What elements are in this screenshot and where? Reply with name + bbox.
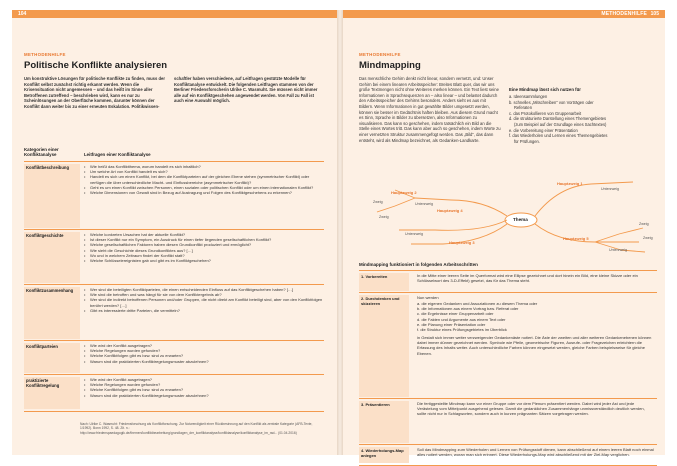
table-head-col2: Leitfragen einer Konfliktanalyse [84,152,151,157]
row-items [84,377,324,398]
row-items [84,287,324,313]
step-items [417,301,655,332]
list-item: c. das Protokollieren von Gruppenarbeit [509,110,582,116]
row-label: Konfliktbeschreibung [24,164,80,228]
list-item: e. die Vorbereitung einer Präsentation [509,127,578,133]
mindmap-node: Hauptzweig 4 [437,208,463,213]
list-item: c. die Ergebnisse einer Gruppenarbeit oder [417,311,494,317]
step-extra-text: in Gestalt sich immer weiter verzweigender Gedankenäste notiert. Die Äste der zweiten und aller weiteren Gedankenebenen können dabei immer dünner gezeichnet werden. Symbole wie Pfeile, geometrische Figuren, Ausrufe- oder Fragezeichen erleichtern die Erfassung des Inhalts weiter. Auch unterschiedliche Farben können eingesetzt werden, gleiche Farben beispielsweise für gleiche Ebenen. [417,335,652,356]
list-item: • Ist dieser Konflikt nur ein Symptom, ein Ausdruck für einen tiefer liegenden gesellschaftlichen Konflikt? [84,237,324,242]
mindmap-branch: Unterzweig [601,187,619,191]
step-label: 3. Präsentieren [359,401,409,443]
branch-line [415,198,451,200]
table-row [24,229,324,285]
steps-table-title: Mindmapping funktioniert in folgenden Arbeitsschritten [359,262,478,267]
mindmap-branch: Zweig [379,215,389,219]
mindmap-node: Hauptzweig 3 [449,240,475,245]
list-item: • Welche Schlüsselereignisten gab und gibt es im Konfliktgeschehen? [84,258,324,263]
branch-line [591,182,633,184]
table-row [24,374,324,412]
list-item: d. die strukturierte Darstellung eines Themengebietes [509,116,607,122]
mindmap-node: Hauptzweig 2 [391,190,417,195]
list-item: • Wie wird der Konflikt ausgetragen? [84,377,324,382]
table-row [359,444,657,466]
list-item: • Welche Konfliktfolgen gibt es bzw. sind zu erwarten? [84,387,324,392]
step-text: Die fertiggestellte Mindmap kann vor einer Gruppe oder vor dem Plenum präsentiert werden. Dabei wird jeder Ast und jede Verästelung vom Mittelpunkt ausgehend gelesen. Damit die gedanklichen Zusammenhänge unmissverständlich deutlich werden, sollte nicht nur in Schlagworten, sondern auch in kurzen prägnanten Sätzen vorgetragen werden. [417,401,645,417]
list-item: • Wie sind die betroffen und was hängt für sie von dem Konfliktergebnis ab? [84,292,324,297]
list-item: • Welche konkreten Ursachen hat der aktuelle Konflikt? [84,232,324,237]
branch-line [595,234,619,242]
step-label: 2. Durchdenken und skizzieren [359,295,409,397]
left-page-number: 104 [18,10,27,17]
list-item: • Handelt es sich um einen Konflikt, bei dem die Konfliktparteien auf der gleichen Ebene stehen (symmetrischer Konflikt) oder verfügen die über unterschiedliche Macht- und Einflussbereiche (asymmetrischer Konflikt)? [84,174,324,184]
row-items [84,164,324,195]
list-item: • Warum sind die praktizierten Konfliktregelungsmuster abzulehnen? [84,393,324,398]
right-title: Mindmapping [359,60,421,71]
mindmap-node: Hauptzweig 5 [563,236,589,241]
list-item: b. schnelles „Mitschreiben“ von Vorträgen oder [509,99,594,105]
list-item: • Gibt es interessierte dritte Parteien, die vermitteln? [84,308,324,313]
left-top-bar [12,10,337,18]
mindmap-node: Hauptzweig 1 [557,181,583,186]
list-item: a. die eigenen Gedanken und Assoziationen zu diesem Thema oder [417,301,538,306]
list-item: (zum Beispiel auf der Grundlage eines Sachtextes) [514,121,607,127]
right-page-number: 105 [650,10,659,17]
branch-line [619,228,643,234]
step-text: Nun werden [417,295,439,300]
row-items [84,232,324,263]
right-top-bar [343,10,665,18]
mindmap-branch: Zweig [643,236,653,240]
list-item: • Warum sind die praktizierten Konfliktregelungsmuster abzulehnen? [84,359,324,364]
branch-line [535,184,591,216]
table-row [24,161,324,230]
list-item: • Geht es um einen Konflikt zwischen Personen, einen sozialen oder politischen Konflikt oder um einen internationalen Konflikt? [84,185,324,190]
step-label: 4. Wiederholungs-Map anlegen [359,447,409,463]
mindmap-lines [343,160,665,255]
step-text: Soll das Mindmapping zum Wiederholen und Lernen von Prüfungsstoff dienen, kann abschließend auf einem leeren Blatt noch einmal alles notiert werden, woran man sich erinnert. Diese Wiederholungs-Map wird abschließend mit der Ziel-Map verglichen. [417,447,654,458]
mindmap-branch: Zweig [639,222,649,226]
mindmap-center-label: Thema [513,217,528,222]
left-page [12,10,337,455]
mindmap-branch: Unterzweig [415,202,433,206]
list-item: e. die Planung einer Präsentation oder [417,321,486,327]
list-item: d. die Fakten und Argumente aus einem Text oder [417,316,506,322]
step-text: In die Mitte einer leeren Seite im Querformat wird eine Ellipse gezeichnet und dort hinein ein Bild, eine kleine Skizze oder ein Schlüsselwort des 3-D-Effekt) gesetzt, das für das Thema steht. [417,273,638,284]
table-row [359,398,657,445]
row-items [84,343,324,364]
list-item: • Wo und in welchem Zeitraum findet der Konflikt statt? [84,253,324,258]
row-label: Konfliktzusammenhang [24,287,80,339]
list-item: • Welche Regelungen wurden gefunden? [84,382,324,387]
table-row [359,292,657,399]
list-item: • Wie sieht die Geschichte dieses Grundkonfliktes aus? […] [84,248,324,253]
mindmap-branch: Unterzweig [405,232,423,236]
mindmap-diagram [343,160,665,255]
table-row [24,284,324,341]
list-item: • Wie wird der Konflikt ausgetragen? [84,343,324,348]
list-item: f. die Struktur eines Prüfungsgebietes im Überblick [417,327,507,333]
branch-line [377,206,395,212]
list-item: • Wie heißt das Konfliktthema, worum handelt es sich inhaltlich? [84,164,324,169]
mindmap-branch: Zweig [373,200,383,204]
row-label: Konfliktgeschichte [24,232,80,283]
list-item: • Um welche Art von Konflikt handelt es sich? [84,169,324,174]
list-item: a. Ideensammlungen [509,94,548,99]
running-head: METHODENHILFE [601,10,647,17]
mindmap-branch: Unterzweig [609,248,627,252]
list-item: • Welche gesellschaftlichen Faktoren haben diesen Grundkonflikt produziert und ermöglicht? [84,242,324,247]
list-item: • Welche Dimensionen von Gewalt sind in Bezug auf Austragung und Folgen des Konfliktgeschehens zu erkennen? [84,190,324,195]
list-item: • Wer sind die indirekt betroffenen Personen und/oder Gruppen, die nicht direkt am Konflikt beteiligt sind, aber von den Konfliktfolgen berührt werden? […] [84,297,324,307]
branch-line [435,220,507,230]
list-item: Referaten [514,105,532,111]
usage-list [509,94,659,144]
list-item: für Prüfungen. [514,138,540,144]
source-footnote: Nach: Ulrike C. Wasmuht: Friedensforschung als Konfliktforschung. Zur Notwendigkeit einer Rückbesinnung auf den Konflikt als zentrale Kategorie (AFB-Texte, 1/1992). Bonn 1992, S. 48. Zit. n.: http://www.friedenspaedagogik.de/themen/konfliktbearbeitung/grundlagen_der_konfliktanalyse/konfliktanalyse/konfliktanalyse_im_rad... (01.04.2016) [80,422,313,435]
list-item: b. die Informationen aus einem Vortrag bzw. Referat oder [417,306,519,312]
row-label: praktizierte Konfliktregelung [24,377,80,409]
right-kicker: METHODENHILFE [359,52,401,57]
row-label: Konfliktparteien [24,343,80,373]
left-intro-col2: schaftler haben verschiedene, auf Leitfragen gestützte Modelle für Konfliktanalyse entwickelt. Die folgenden Leitfragen stammen von der Berliner Friedensforscherin Ulrike C. Wasmuht. Sie müssen nicht immer alle auf ein Konfliktgeschehen angewendet werden. Von Fall zu Fall ist auch eine Auswahl möglich. [174,76,318,104]
left-title: Politische Konflikte analysieren [24,60,168,71]
list-item: • Wer sind die beteiligten Konfliktparteien, die einen entscheidenden Einfluss auf das Konfliktgeschehen haben? […] [84,287,324,292]
list-item: • Welche Regelungen wurden gefunden? [84,348,324,353]
left-kicker: METHODENHILFE [24,52,66,57]
left-intro-col1: Um konstruktive Lösungen für politische Konflikte zu finden, muss der Konflikt selbst zunächst richtig erkannt werden. Wenn die Krisensituation nicht angemessen – und das heißt im Sinne aller Betroffenen zutreffend – beschrieben wird, kann es nur zu Scheinlösungen an der Oberfläche kommen, darunter können der Konflikt dann weiter bis zu einer erneuten Eskalation. Politikwissen- [24,76,165,109]
right-intro: Das menschliche Gehirn denkt nicht linear, sondern vernetzt, und: Unser Gehirn bei einem linearen Arbeitsspeicher: Breites Blatt quer, das wir uns große Textmengen nicht ohne Weiteres merken können. Ein Text liest seine Informationen in Sprachsequenzen an – also linear – und belastet dadurch den Arbeitsspeicher des Gehirns besonders. Anders sieht es aus mit Bildern. Wenn Informationen in gut gewählte Bilder umgesetzt werden, können sie besser im Gedächtnis haften bleiben. Aus diesem Grund macht es Sinn, Sprache in Bilder zu übersetzen, also Informationen zu visualisieren. Das kann so geschehen, indem tatsächlich ein Bild an die Stelle eines Wortes tritt. Das kann aber auch so geschehen, indem Worte zu einer vernetzten Struktur zusammengefügt werden. Das „Bild“, das dann entsteht, wird als Mindmap bezeichnet, als Gedanken-Landkarte. [359,76,501,143]
table-head-col1: Kategorien einer Konfliktanalyse [24,147,59,158]
usage-list-title: Eine Mindmap lässt sich nutzen für [509,87,581,92]
table-row [24,340,324,375]
step-label: 1. Vorbereiten [359,273,409,291]
table-row [359,270,657,293]
list-item: • Welche Konfliktfolgen gibt es bzw. sind zu erwarten? [84,353,324,358]
branch-line [395,198,415,206]
list-item: f. das Wiederholen und Lernen eines Themengebietes [509,133,608,139]
right-page [343,10,665,458]
